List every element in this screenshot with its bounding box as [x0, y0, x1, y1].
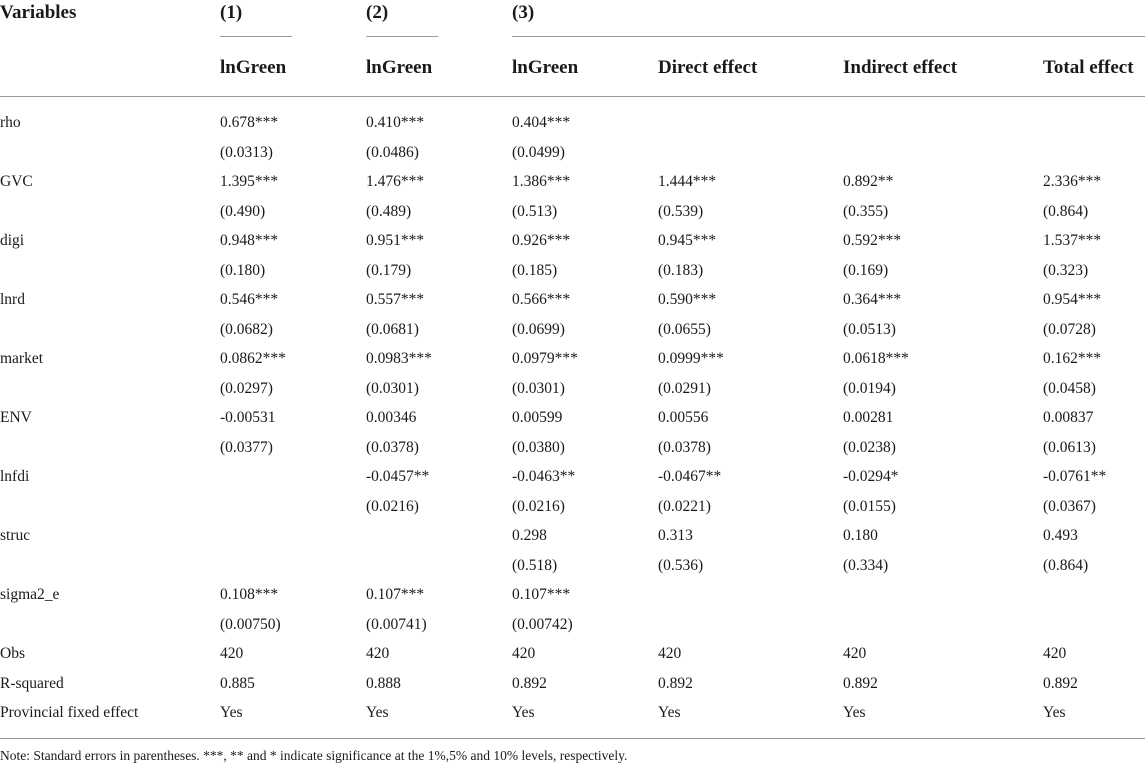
coefficient-cell: 1.386*** [512, 173, 571, 190]
row-label: GVC [0, 173, 33, 190]
coefficient-cell: -0.0463** [512, 468, 576, 485]
coefficient-cell: 0.557*** [366, 291, 425, 308]
standard-error-cell: (0.0216) [512, 497, 565, 515]
stat-cell: Yes [220, 704, 243, 721]
stat-cell: 0.892 [512, 674, 547, 692]
coefficient-cell: 0.313 [658, 527, 693, 544]
stat-cell: Yes [658, 704, 681, 721]
coefficient-cell: 0.954*** [1043, 291, 1102, 308]
standard-error-cell: (0.0655) [658, 320, 711, 338]
standard-error-cell: (0.180) [220, 261, 266, 279]
coefficient-cell: -0.0294* [843, 468, 899, 485]
coefficient-cell: 0.0862*** [220, 350, 286, 367]
coefficient-cell: 0.926*** [512, 232, 571, 249]
coefficient-cell: 0.0999*** [658, 350, 724, 367]
coefficient-cell: 1.476*** [366, 173, 425, 190]
variables-header: Variables [0, 2, 77, 23]
row-label: struc [0, 527, 31, 544]
row-label: lnfdi [0, 468, 30, 485]
standard-error-cell: (0.0458) [1043, 379, 1096, 397]
stat-cell: 420 [366, 645, 390, 662]
coefficient-cell: 0.00346 [366, 409, 417, 426]
column-header-indirect: Indirect effect [843, 57, 958, 78]
standard-error-cell: (0.0682) [220, 320, 273, 338]
standard-error-cell: (0.864) [1043, 202, 1089, 220]
row-label: lnrd [0, 291, 25, 308]
standard-error-cell: (0.864) [1043, 556, 1089, 574]
standard-error-cell: (0.0499) [512, 143, 565, 161]
standard-error-cell: (0.0297) [220, 379, 273, 397]
standard-error-cell: (0.0291) [658, 379, 711, 397]
coefficient-cell: 0.566*** [512, 291, 571, 308]
row-label: digi [0, 232, 25, 249]
group-header-1: (1) [220, 2, 243, 23]
coefficient-cell: 0.948*** [220, 232, 279, 249]
coefficient-cell: 0.590*** [658, 291, 717, 308]
group-1-underline [220, 36, 292, 37]
coefficient-cell: 0.107*** [512, 586, 571, 603]
coefficient-cell: 0.00281 [843, 409, 894, 426]
row-label: sigma2_e [0, 586, 60, 603]
coefficient-cell: 0.180 [843, 527, 878, 544]
column-header-total: Total effect [1043, 57, 1134, 78]
standard-error-cell: (0.0216) [366, 497, 419, 515]
group-header-2: (2) [366, 2, 389, 23]
standard-error-cell: (0.0301) [366, 379, 419, 397]
stat-label: Obs [0, 645, 25, 662]
coefficient-cell: 0.107*** [366, 586, 425, 603]
stat-cell: 0.892 [1043, 674, 1078, 692]
stat-cell: 420 [658, 645, 682, 662]
standard-error-cell: (0.323) [1043, 261, 1089, 279]
coefficient-cell: 0.493 [1043, 527, 1078, 544]
stat-cell: 420 [512, 645, 536, 662]
standard-error-cell: (0.0378) [658, 438, 711, 456]
standard-error-cell: (0.0486) [366, 143, 419, 161]
standard-error-cell: (0.490) [220, 202, 266, 220]
coefficient-cell: 0.945*** [658, 232, 717, 249]
table-bottom-rule [0, 738, 1145, 739]
standard-error-cell: (0.0613) [1043, 438, 1096, 456]
coefficient-cell: 0.0983*** [366, 350, 432, 367]
standard-error-cell: (0.334) [843, 556, 889, 574]
standard-error-cell: (0.0238) [843, 438, 896, 456]
row-label: rho [0, 114, 21, 131]
standard-error-cell: (0.536) [658, 556, 704, 574]
table-note: Note: Standard errors in parentheses. ***, ** and * indicate significance at the 1%,5% and 10% levels, respectively. [0, 748, 628, 763]
coefficient-cell: 0.678*** [220, 114, 279, 131]
stat-cell: 0.892 [843, 674, 878, 692]
coefficient-cell: -0.0457** [366, 468, 430, 485]
stat-cell: 420 [220, 645, 244, 662]
standard-error-cell: (0.0380) [512, 438, 565, 456]
standard-error-cell: (0.0728) [1043, 320, 1096, 338]
coefficient-cell: 0.108*** [220, 586, 279, 603]
standard-error-cell: (0.0221) [658, 497, 711, 515]
standard-error-cell: (0.539) [658, 202, 704, 220]
column-header-direct: Direct effect [658, 57, 758, 78]
coefficient-cell: -0.0467** [658, 468, 722, 485]
row-label: ENV [0, 409, 32, 426]
standard-error-cell: (0.183) [658, 261, 704, 279]
coefficient-cell: 0.410*** [366, 114, 425, 131]
coefficient-cell: 0.592*** [843, 232, 902, 249]
header-rule [0, 96, 1145, 97]
group-header-3: (3) [512, 2, 535, 23]
standard-error-cell: (0.179) [366, 261, 412, 279]
coefficient-cell: 0.00837 [1043, 409, 1094, 426]
stat-label: R-squared [0, 674, 64, 692]
column-header-1: lnGreen [220, 57, 287, 78]
standard-error-cell: (0.355) [843, 202, 889, 220]
standard-error-cell: (0.185) [512, 261, 558, 279]
coefficient-cell: -0.0761** [1043, 468, 1107, 485]
coefficient-cell: 1.537*** [1043, 232, 1102, 249]
standard-error-cell: (0.0513) [843, 320, 896, 338]
standard-error-cell: (0.00742) [512, 615, 573, 633]
column-header-3: lnGreen [512, 57, 579, 78]
stat-cell: Yes [1043, 704, 1066, 721]
column-header-2: lnGreen [366, 57, 433, 78]
stat-cell: 0.888 [366, 674, 401, 692]
coefficient-cell: 0.546*** [220, 291, 279, 308]
coefficient-cell: 0.404*** [512, 114, 571, 131]
standard-error-cell: (0.00741) [366, 615, 427, 633]
standard-error-cell: (0.0367) [1043, 497, 1096, 515]
stat-cell: 0.885 [220, 674, 255, 692]
stat-cell: 420 [1043, 645, 1067, 662]
stat-cell: Yes [366, 704, 389, 721]
standard-error-cell: (0.0301) [512, 379, 565, 397]
coefficient-cell: 2.336*** [1043, 173, 1102, 190]
coefficient-cell: -0.00531 [220, 409, 276, 426]
coefficient-cell: 0.162*** [1043, 350, 1102, 367]
stat-cell: 0.892 [658, 674, 693, 692]
coefficient-cell: 0.00599 [512, 409, 563, 426]
coefficient-cell: 0.892** [843, 173, 894, 190]
stat-cell: Yes [512, 704, 535, 721]
standard-error-cell: (0.489) [366, 202, 412, 220]
coefficient-cell: 0.298 [512, 527, 547, 544]
coefficient-cell: 0.0618*** [843, 350, 909, 367]
group-3-underline [512, 36, 1145, 37]
standard-error-cell: (0.0155) [843, 497, 896, 515]
coefficient-cell: 0.364*** [843, 291, 902, 308]
stat-cell: 420 [843, 645, 867, 662]
standard-error-cell: (0.513) [512, 202, 558, 220]
group-2-underline [366, 36, 438, 37]
standard-error-cell: (0.0699) [512, 320, 565, 338]
standard-error-cell: (0.0313) [220, 143, 273, 161]
standard-error-cell: (0.0681) [366, 320, 419, 338]
standard-error-cell: (0.0378) [366, 438, 419, 456]
stat-label: Provincial fixed effect [0, 704, 139, 721]
coefficient-cell: 0.951*** [366, 232, 425, 249]
standard-error-cell: (0.0377) [220, 438, 273, 456]
standard-error-cell: (0.00750) [220, 615, 281, 633]
coefficient-cell: 1.444*** [658, 173, 717, 190]
standard-error-cell: (0.518) [512, 556, 558, 574]
coefficient-cell: 0.0979*** [512, 350, 578, 367]
coefficient-cell: 1.395*** [220, 173, 279, 190]
standard-error-cell: (0.0194) [843, 379, 896, 397]
standard-error-cell: (0.169) [843, 261, 889, 279]
coefficient-cell: 0.00556 [658, 409, 709, 426]
row-label: market [0, 350, 44, 367]
stat-cell: Yes [843, 704, 866, 721]
